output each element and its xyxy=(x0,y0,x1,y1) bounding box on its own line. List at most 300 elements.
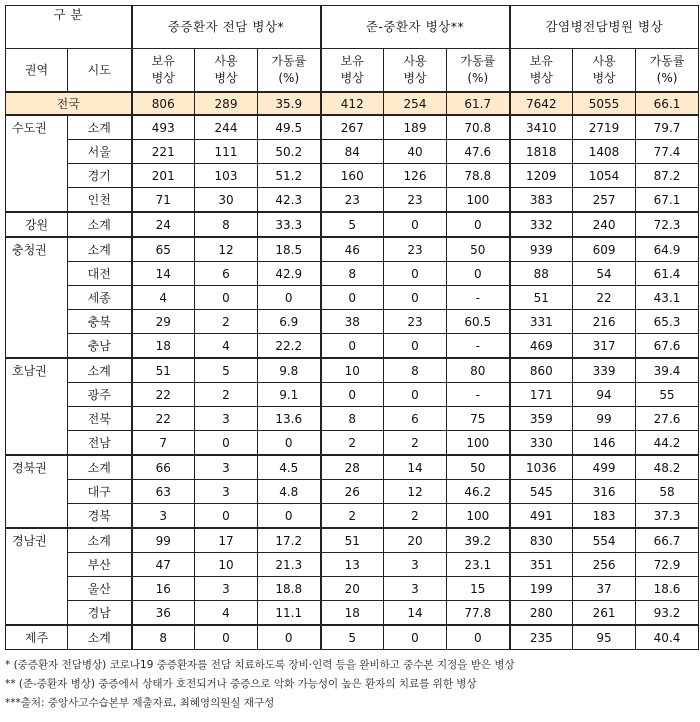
value-cell: 469 xyxy=(510,334,573,359)
value-cell: 339 xyxy=(573,358,636,383)
value-cell: 160 xyxy=(321,164,384,188)
city-cell: 세종 xyxy=(68,286,132,310)
value-cell: 280 xyxy=(510,601,573,626)
value-cell: 3 xyxy=(384,553,447,577)
value-cell: 14 xyxy=(132,262,195,286)
table-body xyxy=(6,92,699,650)
value-cell: 3 xyxy=(195,455,258,480)
total-cell: 289 xyxy=(195,92,258,115)
value-cell: 63 xyxy=(132,480,195,504)
city-cell: 울산 xyxy=(68,577,132,601)
value-cell: 21.3 xyxy=(258,553,321,577)
city-cell: 소계 xyxy=(68,212,132,237)
value-cell: 545 xyxy=(510,480,573,504)
subheader-line: (%) xyxy=(467,71,489,85)
region-cell: 호남권 xyxy=(6,358,68,455)
value-cell: 2 xyxy=(384,504,447,529)
header-infectious-hospital-beds: 감염병전담병원 병상 xyxy=(510,6,699,49)
value-cell: 77.8 xyxy=(447,601,510,626)
value-cell: 23 xyxy=(384,237,447,262)
value-cell: 17 xyxy=(195,528,258,553)
subheader-line: 보유 xyxy=(340,54,364,68)
value-cell: 332 xyxy=(510,212,573,237)
region-cell: 경남권 xyxy=(6,528,68,625)
value-cell: 93.2 xyxy=(636,601,699,626)
footnote-semi-critical: ** (준-중환자 병상) 중증에서 상태가 호전되거나 중증으로 악화 가능성이 높은 환자의 치료를 위한 병상 xyxy=(5,678,477,690)
value-cell: 87.2 xyxy=(636,164,699,188)
value-cell: 0 xyxy=(321,383,384,407)
value-cell: 88 xyxy=(510,262,573,286)
value-cell: 8 xyxy=(321,407,384,431)
value-cell: 22.2 xyxy=(258,334,321,359)
value-cell: 216 xyxy=(573,310,636,334)
subheader-line: 사용 xyxy=(592,54,616,68)
value-cell: 0 xyxy=(447,625,510,650)
value-cell: 0 xyxy=(195,286,258,310)
value-cell: 65 xyxy=(132,237,195,262)
subheader-line: 병상 xyxy=(340,71,364,85)
value-cell: 3 xyxy=(384,577,447,601)
value-cell: 51 xyxy=(321,528,384,553)
subheader-used-beds xyxy=(195,49,258,93)
subheader-line: 병상 xyxy=(529,71,553,85)
value-cell: 8 xyxy=(321,262,384,286)
value-cell: 491 xyxy=(510,504,573,529)
total-cell: 66.1 xyxy=(636,92,699,115)
table-row xyxy=(6,528,699,553)
subheader-held-beds xyxy=(510,49,573,93)
header-region: 권역 xyxy=(6,49,68,93)
value-cell: 44.2 xyxy=(636,431,699,456)
value-cell: 71 xyxy=(132,188,195,213)
region-cell: 강원 xyxy=(6,212,68,237)
value-cell: 2 xyxy=(321,504,384,529)
value-cell: 49.5 xyxy=(258,115,321,140)
value-cell: 860 xyxy=(510,358,573,383)
value-cell: 0 xyxy=(258,625,321,650)
value-cell: 18.6 xyxy=(636,577,699,601)
value-cell: 221 xyxy=(132,140,195,164)
subheader-line: 병상 xyxy=(214,71,238,85)
city-cell: 소계 xyxy=(68,237,132,262)
city-cell: 소계 xyxy=(68,528,132,553)
value-cell: 8 xyxy=(384,358,447,383)
region-cell: 충청권 xyxy=(6,237,68,358)
subheader-line: 병상 xyxy=(151,71,175,85)
value-cell: 40.4 xyxy=(636,625,699,650)
value-cell: 67.6 xyxy=(636,334,699,359)
value-cell: 0 xyxy=(384,625,447,650)
value-cell: 2 xyxy=(321,431,384,456)
value-cell: 28 xyxy=(321,455,384,480)
value-cell: 383 xyxy=(510,188,573,213)
value-cell: 23.1 xyxy=(447,553,510,577)
value-cell: 18.8 xyxy=(258,577,321,601)
value-cell: 4 xyxy=(195,601,258,626)
value-cell: 16 xyxy=(132,577,195,601)
value-cell: 12 xyxy=(384,480,447,504)
value-cell: 189 xyxy=(384,115,447,140)
value-cell: 66 xyxy=(132,455,195,480)
value-cell: 38 xyxy=(321,310,384,334)
value-cell: 171 xyxy=(510,383,573,407)
city-cell: 충북 xyxy=(68,310,132,334)
value-cell: 48.2 xyxy=(636,455,699,480)
city-cell: 소계 xyxy=(68,455,132,480)
value-cell: 0 xyxy=(258,431,321,456)
value-cell: 2 xyxy=(195,383,258,407)
value-cell: 4 xyxy=(195,334,258,359)
city-cell: 경북 xyxy=(68,504,132,529)
value-cell: 51.2 xyxy=(258,164,321,188)
table-row xyxy=(6,286,699,310)
total-cell: 806 xyxy=(132,92,195,115)
value-cell: 36 xyxy=(132,601,195,626)
header-semi-critical-beds: 준-중환자 병상** xyxy=(321,6,510,49)
value-cell: 0 xyxy=(384,334,447,359)
city-cell: 소계 xyxy=(68,625,132,650)
value-cell: 10 xyxy=(321,358,384,383)
value-cell: 100 xyxy=(447,431,510,456)
value-cell: 100 xyxy=(447,504,510,529)
city-cell: 소계 xyxy=(68,358,132,383)
value-cell: 99 xyxy=(573,407,636,431)
table-row xyxy=(6,601,699,626)
table-row xyxy=(6,625,699,650)
value-cell: 66.7 xyxy=(636,528,699,553)
subheader-occupancy-rate xyxy=(447,49,510,93)
total-cell: 5055 xyxy=(573,92,636,115)
total-cell: 7642 xyxy=(510,92,573,115)
table-row xyxy=(6,431,699,456)
value-cell: 6.9 xyxy=(258,310,321,334)
table-row xyxy=(6,504,699,529)
value-cell: 70.8 xyxy=(447,115,510,140)
value-cell: 0 xyxy=(384,262,447,286)
value-cell: 2719 xyxy=(573,115,636,140)
city-cell: 광주 xyxy=(68,383,132,407)
value-cell: 103 xyxy=(195,164,258,188)
value-cell: 84 xyxy=(321,140,384,164)
subheader-used-beds xyxy=(573,49,636,93)
value-cell: - xyxy=(447,383,510,407)
value-cell: 7 xyxy=(132,431,195,456)
value-cell: 51 xyxy=(510,286,573,310)
value-cell: 30 xyxy=(195,188,258,213)
value-cell: 235 xyxy=(510,625,573,650)
value-cell: 47 xyxy=(132,553,195,577)
value-cell: 3 xyxy=(195,577,258,601)
value-cell: 95 xyxy=(573,625,636,650)
value-cell: 6 xyxy=(195,262,258,286)
value-cell: 2 xyxy=(195,310,258,334)
value-cell: 0 xyxy=(384,212,447,237)
value-cell: 0 xyxy=(384,286,447,310)
subheader-occupancy-rate xyxy=(258,49,321,93)
value-cell: 51 xyxy=(132,358,195,383)
value-cell: 60.5 xyxy=(447,310,510,334)
value-cell: 99 xyxy=(132,528,195,553)
value-cell: 46.2 xyxy=(447,480,510,504)
table-header xyxy=(6,6,699,93)
value-cell: 13.6 xyxy=(258,407,321,431)
subheader-line: 가동률 xyxy=(271,54,307,68)
table-row xyxy=(6,212,699,237)
value-cell: 3410 xyxy=(510,115,573,140)
value-cell: - xyxy=(447,334,510,359)
value-cell: 8 xyxy=(195,212,258,237)
value-cell: 256 xyxy=(573,553,636,577)
value-cell: 0 xyxy=(258,504,321,529)
bed-status-table xyxy=(5,5,699,650)
value-cell: 65.3 xyxy=(636,310,699,334)
subheader-line: 병상 xyxy=(403,71,427,85)
value-cell: 5 xyxy=(321,212,384,237)
table-row xyxy=(6,383,699,407)
value-cell: 26 xyxy=(321,480,384,504)
city-cell: 부산 xyxy=(68,553,132,577)
table-row xyxy=(6,310,699,334)
total-cell: 254 xyxy=(384,92,447,115)
value-cell: 22 xyxy=(132,383,195,407)
value-cell: 50 xyxy=(447,237,510,262)
value-cell: 22 xyxy=(132,407,195,431)
value-cell: 22 xyxy=(573,286,636,310)
city-cell: 경남 xyxy=(68,601,132,626)
value-cell: 20 xyxy=(321,577,384,601)
table-row xyxy=(6,358,699,383)
subheader-line: 가동률 xyxy=(649,54,685,68)
value-cell: 244 xyxy=(195,115,258,140)
value-cell: 80 xyxy=(447,358,510,383)
value-cell: 50 xyxy=(447,455,510,480)
city-cell: 소계 xyxy=(68,115,132,140)
value-cell: 77.4 xyxy=(636,140,699,164)
value-cell: 3 xyxy=(195,480,258,504)
value-cell: 5 xyxy=(321,625,384,650)
table-row xyxy=(6,455,699,480)
city-cell: 대전 xyxy=(68,262,132,286)
value-cell: 18 xyxy=(132,334,195,359)
national-total-row xyxy=(6,92,699,115)
table-row xyxy=(6,577,699,601)
value-cell: 40 xyxy=(384,140,447,164)
table-row xyxy=(6,553,699,577)
value-cell: 18 xyxy=(321,601,384,626)
value-cell: 47.6 xyxy=(447,140,510,164)
value-cell: 13 xyxy=(321,553,384,577)
value-cell: 72.3 xyxy=(636,212,699,237)
value-cell: - xyxy=(447,286,510,310)
value-cell: 0 xyxy=(321,334,384,359)
table-row xyxy=(6,262,699,286)
value-cell: 24 xyxy=(132,212,195,237)
value-cell: 39.2 xyxy=(447,528,510,553)
value-cell: 1209 xyxy=(510,164,573,188)
table-row xyxy=(6,237,699,262)
value-cell: 1036 xyxy=(510,455,573,480)
footnote-critical: * (중증환자 전담병상) 코로나19 중증환자를 전담 치료하도록 장비·인력 등을 완비하고 중수본 지정을 받은 병상 xyxy=(5,659,515,671)
value-cell: 3 xyxy=(195,407,258,431)
value-cell: 11.1 xyxy=(258,601,321,626)
subheader-used-beds xyxy=(384,49,447,93)
value-cell: 78.8 xyxy=(447,164,510,188)
table-row xyxy=(6,164,699,188)
value-cell: 9.1 xyxy=(258,383,321,407)
value-cell: 23 xyxy=(321,188,384,213)
value-cell: 126 xyxy=(384,164,447,188)
value-cell: 8 xyxy=(132,625,195,650)
value-cell: 1408 xyxy=(573,140,636,164)
value-cell: 0 xyxy=(447,262,510,286)
value-cell: 0 xyxy=(195,431,258,456)
value-cell: 54 xyxy=(573,262,636,286)
total-cell: 35.9 xyxy=(258,92,321,115)
value-cell: 46 xyxy=(321,237,384,262)
value-cell: 42.3 xyxy=(258,188,321,213)
value-cell: 6 xyxy=(384,407,447,431)
header-critical-beds: 중증환자 전담 병상* xyxy=(132,6,321,49)
value-cell: 330 xyxy=(510,431,573,456)
subheader-line: 보유 xyxy=(151,54,175,68)
value-cell: 37.3 xyxy=(636,504,699,529)
table-row xyxy=(6,115,699,140)
value-cell: 317 xyxy=(573,334,636,359)
subheader-held-beds xyxy=(132,49,195,93)
subheader-line: (%) xyxy=(656,71,678,85)
value-cell: 43.1 xyxy=(636,286,699,310)
value-cell: 33.3 xyxy=(258,212,321,237)
value-cell: 1054 xyxy=(573,164,636,188)
subheader-line: 사용 xyxy=(214,54,238,68)
total-cell: 61.7 xyxy=(447,92,510,115)
value-cell: 183 xyxy=(573,504,636,529)
subheader-held-beds xyxy=(321,49,384,93)
value-cell: 14 xyxy=(384,601,447,626)
value-cell: 316 xyxy=(573,480,636,504)
subheader-line: (%) xyxy=(278,71,300,85)
value-cell: 61.4 xyxy=(636,262,699,286)
value-cell: 201 xyxy=(132,164,195,188)
region-cell: 제주 xyxy=(6,625,68,650)
value-cell: 37 xyxy=(573,577,636,601)
table-row xyxy=(6,140,699,164)
table-row xyxy=(6,188,699,213)
city-cell: 충남 xyxy=(68,334,132,359)
value-cell: 100 xyxy=(447,188,510,213)
value-cell: 23 xyxy=(384,188,447,213)
value-cell: 75 xyxy=(447,407,510,431)
region-cell: 수도권 xyxy=(6,115,68,212)
value-cell: 4.5 xyxy=(258,455,321,480)
city-cell: 인천 xyxy=(68,188,132,213)
value-cell: 72.9 xyxy=(636,553,699,577)
value-cell: 79.7 xyxy=(636,115,699,140)
value-cell: 199 xyxy=(510,577,573,601)
footnotes xyxy=(5,656,695,713)
value-cell: 4.8 xyxy=(258,480,321,504)
value-cell: 240 xyxy=(573,212,636,237)
value-cell: 18.5 xyxy=(258,237,321,262)
value-cell: 499 xyxy=(573,455,636,480)
value-cell: 58 xyxy=(636,480,699,504)
value-cell: 359 xyxy=(510,407,573,431)
value-cell: 55 xyxy=(636,383,699,407)
value-cell: 554 xyxy=(573,528,636,553)
value-cell: 50.2 xyxy=(258,140,321,164)
value-cell: 939 xyxy=(510,237,573,262)
value-cell: 331 xyxy=(510,310,573,334)
total-cell: 412 xyxy=(321,92,384,115)
value-cell: 111 xyxy=(195,140,258,164)
value-cell: 261 xyxy=(573,601,636,626)
value-cell: 15 xyxy=(447,577,510,601)
value-cell: 0 xyxy=(321,286,384,310)
footnote-source: ***출처: 중앙사고수습본부 제출자료, 최혜영의원실 재구성 xyxy=(5,697,275,709)
city-cell: 서울 xyxy=(68,140,132,164)
value-cell: 0 xyxy=(258,286,321,310)
value-cell: 12 xyxy=(195,237,258,262)
value-cell: 0 xyxy=(447,212,510,237)
subheader-line: 보유 xyxy=(529,54,553,68)
value-cell: 39.4 xyxy=(636,358,699,383)
subheader-line: 사용 xyxy=(403,54,427,68)
value-cell: 2 xyxy=(384,431,447,456)
value-cell: 17.2 xyxy=(258,528,321,553)
subheader-line: 병상 xyxy=(592,71,616,85)
value-cell: 0 xyxy=(195,625,258,650)
header-city: 시도 xyxy=(68,49,132,93)
city-cell: 전남 xyxy=(68,431,132,456)
value-cell: 64.9 xyxy=(636,237,699,262)
value-cell: 9.8 xyxy=(258,358,321,383)
value-cell: 257 xyxy=(573,188,636,213)
value-cell: 493 xyxy=(132,115,195,140)
value-cell: 0 xyxy=(384,383,447,407)
value-cell: 10 xyxy=(195,553,258,577)
value-cell: 4 xyxy=(132,286,195,310)
value-cell: 94 xyxy=(573,383,636,407)
national-total-label: 전국 xyxy=(6,92,132,115)
value-cell: 23 xyxy=(384,310,447,334)
subheader-line: 가동률 xyxy=(460,54,496,68)
table-row xyxy=(6,480,699,504)
value-cell: 42.9 xyxy=(258,262,321,286)
table-row xyxy=(6,407,699,431)
city-cell: 대구 xyxy=(68,480,132,504)
value-cell: 67.1 xyxy=(636,188,699,213)
value-cell: 267 xyxy=(321,115,384,140)
value-cell: 0 xyxy=(195,504,258,529)
value-cell: 14 xyxy=(384,455,447,480)
table-row xyxy=(6,334,699,359)
value-cell: 351 xyxy=(510,553,573,577)
value-cell: 27.6 xyxy=(636,407,699,431)
city-cell: 경기 xyxy=(68,164,132,188)
value-cell: 146 xyxy=(573,431,636,456)
value-cell: 1818 xyxy=(510,140,573,164)
city-cell: 전북 xyxy=(68,407,132,431)
value-cell: 20 xyxy=(384,528,447,553)
value-cell: 3 xyxy=(132,504,195,529)
header-gubun: 구 분 xyxy=(6,6,132,49)
value-cell: 5 xyxy=(195,358,258,383)
subheader-occupancy-rate xyxy=(636,49,699,93)
value-cell: 830 xyxy=(510,528,573,553)
region-cell: 경북권 xyxy=(6,455,68,528)
bed-status-document xyxy=(5,5,695,713)
value-cell: 609 xyxy=(573,237,636,262)
